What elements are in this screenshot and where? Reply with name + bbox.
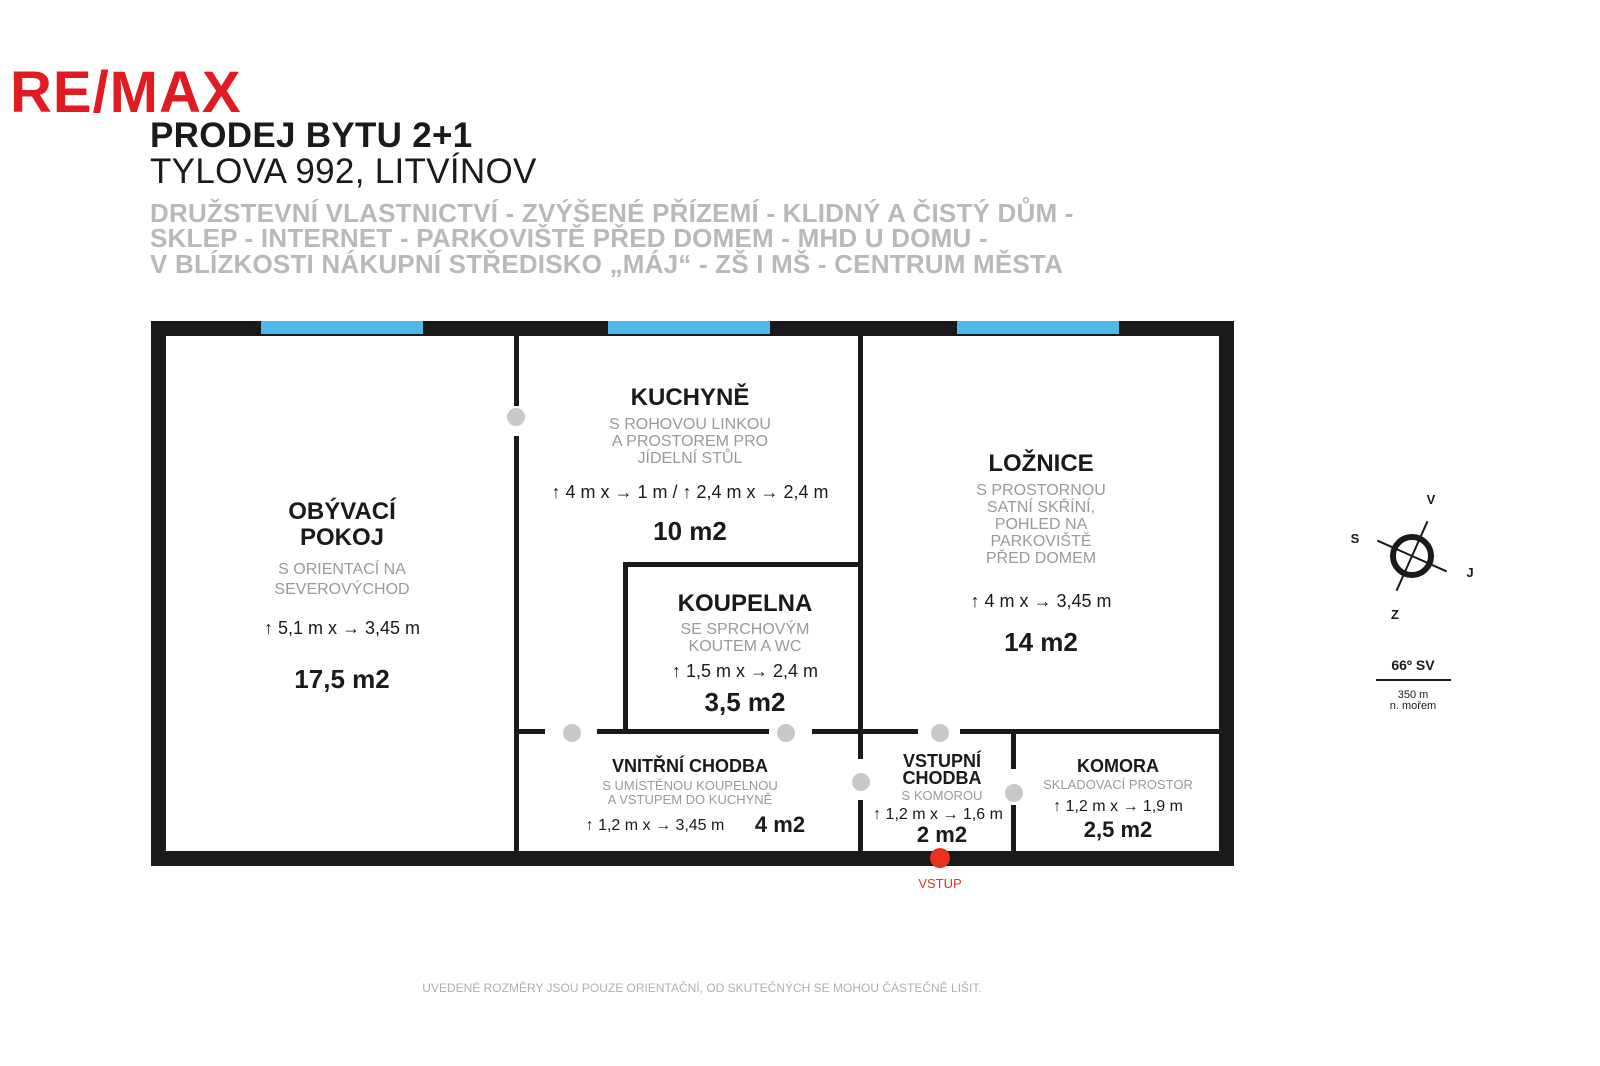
property-address: TYLOVA 992, LITVÍNOV	[150, 152, 537, 191]
windows	[261, 321, 1119, 334]
compass	[1351, 492, 1474, 712]
room-bedroom-desc-2: SATNÍ SKŘÍNÍ,	[986, 499, 1096, 516]
wall-storage-left-lower	[1011, 805, 1016, 851]
room-bedroom-desc-4: PARKOVIŠTĚ	[990, 533, 1092, 550]
compass-east: V	[1426, 492, 1436, 507]
room-storage	[1043, 756, 1193, 842]
room-bathroom	[672, 590, 818, 717]
wall-kitchen-bedroom	[858, 336, 863, 731]
compass-divider	[1376, 679, 1451, 681]
room-kitchen-desc-2: A PROSTOREM PRO	[611, 433, 769, 450]
room-entrance-hall-area: 2 m2	[916, 822, 968, 847]
room-living-dims: ↑ 5,1 m x → 3,45 m	[263, 618, 421, 638]
wall-storage-left-upper	[1011, 729, 1016, 769]
room-bathroom-area: 3,5 m2	[704, 687, 786, 717]
room-kitchen	[551, 383, 828, 546]
room-bedroom-name: LOŽNICE	[988, 450, 1094, 477]
room-entrance-hall-name-2: CHODBA	[902, 768, 982, 788]
wall-bathroom-left	[623, 562, 628, 731]
room-entrance-hall-desc-1: S KOMOROU	[901, 788, 983, 803]
door-bathroom	[777, 724, 795, 742]
feature-line-3: V BLÍZKOSTI NÁKUPNÍ STŘEDISKO „MÁJ“ - ZŠ I MŠ - CENTRUM MĚSTA	[150, 249, 1064, 279]
room-bedroom-area: 14 m2	[1004, 627, 1078, 657]
altitude-value: 350 m	[1397, 689, 1429, 701]
room-entrance-hall	[873, 750, 1003, 847]
room-bedroom-desc-5: PŘED DOMEM	[985, 550, 1097, 567]
wall-living-kitchen-lower	[514, 436, 519, 851]
compass-rose	[1362, 506, 1462, 606]
door-living-kitchen	[507, 408, 525, 426]
window-kitchen	[608, 321, 770, 334]
room-bedroom-desc-3: POHLED NA	[994, 516, 1088, 533]
wall-bathroom-top	[623, 562, 863, 567]
feature-line-1: DRUŽSTEVNÍ VLASTNICTVÍ - ZVÝŠENÉ PŘÍZEMÍ - KLIDNÝ A ČISTÝ DŮM -	[150, 198, 1074, 228]
room-living	[264, 497, 420, 694]
compass-axis-ew	[1397, 521, 1428, 590]
feature-line-2: SKLEP - INTERNET - PARKOVIŠTĚ PŘED DOMEM - MHD U DOMU -	[150, 223, 988, 253]
door-living-hall	[563, 724, 581, 742]
compass-orientation: 66º SV	[1391, 657, 1435, 673]
entry-label: VSTUP	[918, 876, 962, 891]
room-entrance-hall-dims: ↑ 1,2 m x → 1,6 m	[873, 806, 1003, 823]
window-living	[261, 321, 423, 334]
wall-right	[1219, 321, 1234, 866]
room-living-desc-1: S ORIENTACÍ NA	[278, 561, 406, 578]
entry-marker	[930, 848, 950, 868]
wall-entrance-left-lower	[858, 800, 863, 851]
room-bathroom-desc-2: KOUTEM A WC	[688, 638, 802, 655]
door-hall-entrance	[852, 773, 870, 791]
room-kitchen-area: 10 m2	[653, 516, 727, 546]
room-living-area: 17,5 m2	[294, 664, 390, 694]
room-living-name-1: OBÝVACÍ	[288, 498, 396, 525]
room-inner-hall-desc-2: A VSTUPEM DO KUCHYNĚ	[607, 792, 773, 807]
altitude-label: n. mořem	[1389, 700, 1437, 712]
room-bedroom-desc-1: S PROSTORNOU	[976, 482, 1106, 499]
room-inner-hall	[586, 755, 805, 837]
room-bathroom-dims: ↑ 1,5 m x → 2,4 m	[671, 661, 819, 681]
wall-hall-seg2	[597, 729, 769, 734]
door-bedroom	[931, 724, 949, 742]
room-bedroom	[970, 449, 1111, 657]
wall-hall-seg4	[960, 729, 1219, 734]
door-storage	[1005, 784, 1023, 802]
wall-hall-seg3	[812, 729, 918, 734]
room-kitchen-dims: ↑ 4 m x → 1 m / ↑ 2,4 m x → 2,4 m	[551, 482, 829, 502]
room-kitchen-desc-3: JÍDELNÍ STŮL	[637, 450, 743, 467]
remax-logo-text: RE/MAX	[10, 62, 242, 118]
window-bedroom	[957, 321, 1119, 334]
room-living-name-2: POKOJ	[299, 524, 385, 551]
room-living-desc-2: SEVEROVÝCHOD	[274, 581, 410, 598]
wall-entrance-left-upper	[858, 729, 863, 759]
room-bedroom-dims: ↑ 4 m x → 3,45 m	[970, 591, 1112, 611]
room-storage-name: KOMORA	[1077, 756, 1159, 776]
wall-living-kitchen-upper	[514, 336, 519, 406]
room-bathroom-name: KOUPELNA	[677, 590, 813, 617]
room-kitchen-name: KUCHYNĚ	[630, 384, 750, 411]
room-bathroom-desc-1: SE SPRCHOVÝM	[680, 621, 810, 638]
room-inner-hall-desc-1: S UMÍSTĚNOU KOUPELNOU	[602, 778, 778, 793]
room-inner-hall-area: 4 m2	[754, 812, 806, 837]
compass-south: J	[1466, 565, 1474, 580]
page-title: PRODEJ BYTU 2+1	[150, 116, 473, 155]
room-storage-dims: ↑ 1,2 m x → 1,9 m	[1053, 798, 1183, 815]
wall-bottom	[151, 851, 1234, 866]
room-inner-hall-dims: ↑ 1,2 m x → 3,45 m	[585, 817, 725, 834]
compass-north: S	[1350, 531, 1360, 546]
disclaimer: UVEDENÉ ROZMĚRY JSOU POUZE ORIENTAČNÍ, OD SKUTEČNÝCH SE MOHOU ČÁSTEČNĚ LIŠIT.	[422, 981, 982, 995]
room-storage-desc-1: SKLADOVACÍ PROSTOR	[1043, 777, 1193, 792]
room-inner-hall-name: VNITŘNÍ CHODBA	[612, 756, 768, 776]
room-storage-area: 2,5 m2	[1083, 817, 1153, 842]
wall-left	[151, 321, 166, 866]
compass-west: Z	[1391, 607, 1399, 622]
room-kitchen-desc-1: S ROHOVOU LINKOU	[609, 416, 771, 433]
wall-hall-seg1	[514, 729, 545, 734]
room-entrance-hall-name-1: VSTUPNÍ	[902, 751, 982, 771]
